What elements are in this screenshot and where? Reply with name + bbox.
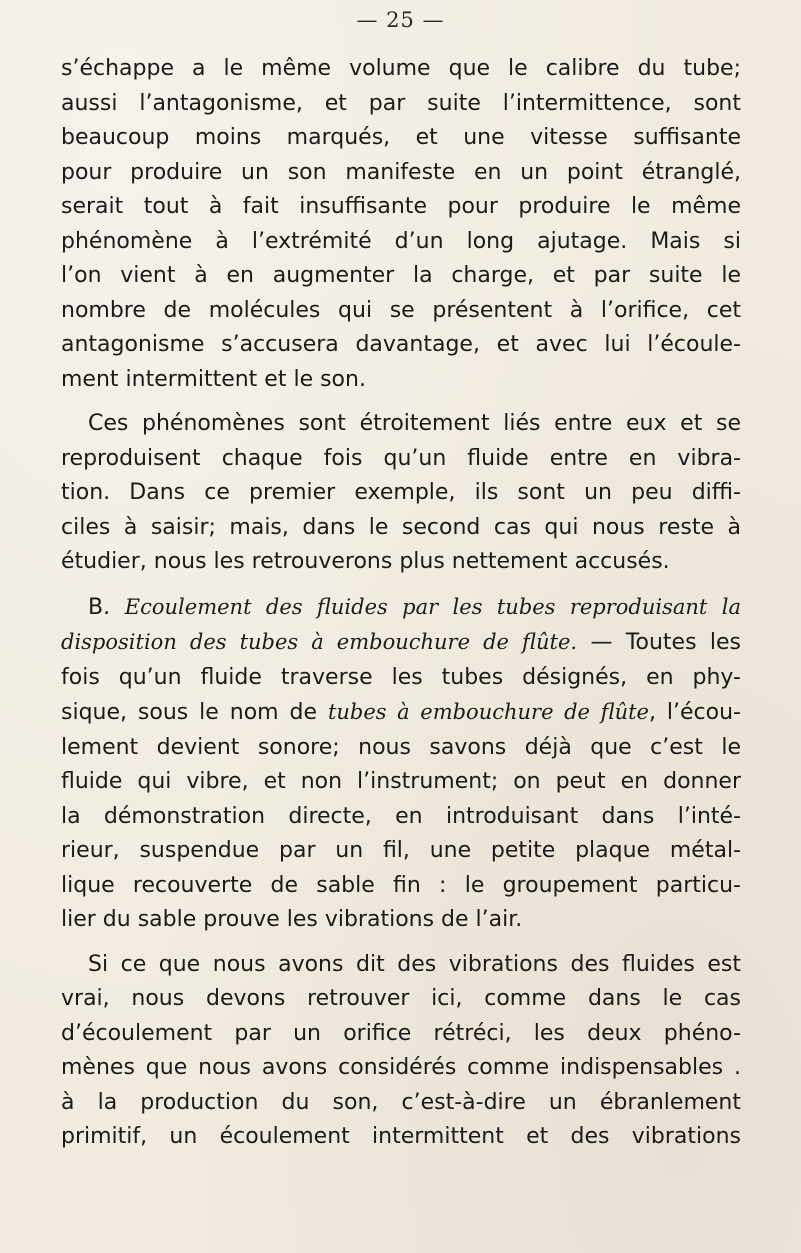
text-line: Ces phénomènes sont étroitement liés entre eux et se bbox=[88, 411, 741, 436]
text-line: phénomène à l’extrémité d’un long ajutage. Mais si bbox=[61, 228, 741, 254]
text-line: la démonstration directe, en introduisant dans l’inté- bbox=[61, 803, 741, 829]
paragraph-4 bbox=[61, 948, 741, 1155]
text-line: serait tout à fait insuffisante pour produire le même bbox=[61, 194, 741, 219]
text-line: ment intermittent et le son. bbox=[61, 366, 366, 392]
text-line: l’on vient à en augmenter la charge, et par suite le bbox=[61, 263, 741, 288]
text-line: s’échappe a le même volume que le calibre du tube; bbox=[61, 56, 741, 81]
section-label: B. bbox=[88, 594, 111, 620]
text-line: fluide qui vibre, et non l’instrument; on peut en donner bbox=[61, 769, 741, 794]
section-heading-line bbox=[61, 590, 741, 626]
text-line: d’écoulement par un orifice rétréci, les deux phéno- bbox=[61, 1020, 741, 1046]
text-line: rieur, suspendue par un fil, une petite plaque métal- bbox=[61, 838, 741, 863]
text-line: ciles à saisir; mais, dans le second cas qui nous reste à bbox=[61, 514, 741, 540]
text-line: nombre de molécules qui se présentent à l’orifice, cet bbox=[61, 297, 741, 323]
body-text bbox=[61, 52, 741, 1155]
text-line: à la production du son, c’est-à-dire un ébranlement bbox=[61, 1089, 741, 1115]
text-fragment: sique, sous le nom de bbox=[61, 700, 318, 725]
paragraph-1 bbox=[61, 52, 741, 397]
text-line: étudier, nous les retrouverons plus nettement accusés. bbox=[61, 549, 670, 574]
text-fragment: — Toutes les bbox=[590, 630, 741, 655]
text-line: mènes que nous avons considérés comme indispensables . bbox=[61, 1055, 741, 1080]
text-line-with-italic bbox=[61, 695, 741, 731]
text-line: tion. Dans ce premier exemple, ils sont un peu diffi- bbox=[61, 480, 741, 505]
text-line: fois qu’un fluide traverse les tubes désignés, en phy- bbox=[61, 664, 741, 690]
text-fragment: , l’écou- bbox=[648, 700, 741, 725]
text-line: primitif, un écoulement intermittent et des vibrations bbox=[61, 1124, 741, 1149]
text-line: lier du sable prouve les vibrations de l’air. bbox=[61, 907, 523, 932]
text-line: Si ce que nous avons dit des vibrations des fluides est bbox=[88, 951, 741, 977]
italic-term: tubes à embouchure de flûte bbox=[327, 700, 649, 724]
paragraph-3-section-b bbox=[61, 590, 741, 938]
text-line: lique recouverte de sable fin : le groupement particu- bbox=[61, 872, 741, 898]
text-line: vrai, nous devons retrouver ici, comme dans le cas bbox=[61, 986, 741, 1011]
paragraph-2 bbox=[61, 407, 741, 580]
text-line: pour produire un son manifeste en un point étranglé, bbox=[61, 159, 741, 185]
text-line: beaucoup moins marqués, et une vitesse suffisante bbox=[61, 125, 741, 150]
section-title: Ecoulement des fluides par les tubes reproduisant la bbox=[124, 594, 741, 619]
text-line: aussi l’antagonisme, et par suite l’intermittence, sont bbox=[61, 90, 741, 116]
page-number: — 25 — bbox=[356, 8, 445, 32]
text-line: reproduisent chaque fois qu’un fluide entre en vibra- bbox=[61, 445, 741, 471]
text-line: lement devient sonore; nous savons déjà que c’est le bbox=[61, 734, 741, 760]
section-title-continued: disposition des tubes à embouchure de flûte. bbox=[61, 630, 578, 654]
section-heading-line-2 bbox=[61, 625, 741, 661]
text-line: antagonisme s’accusera davantage, et avec lui l’écoule- bbox=[61, 332, 741, 357]
